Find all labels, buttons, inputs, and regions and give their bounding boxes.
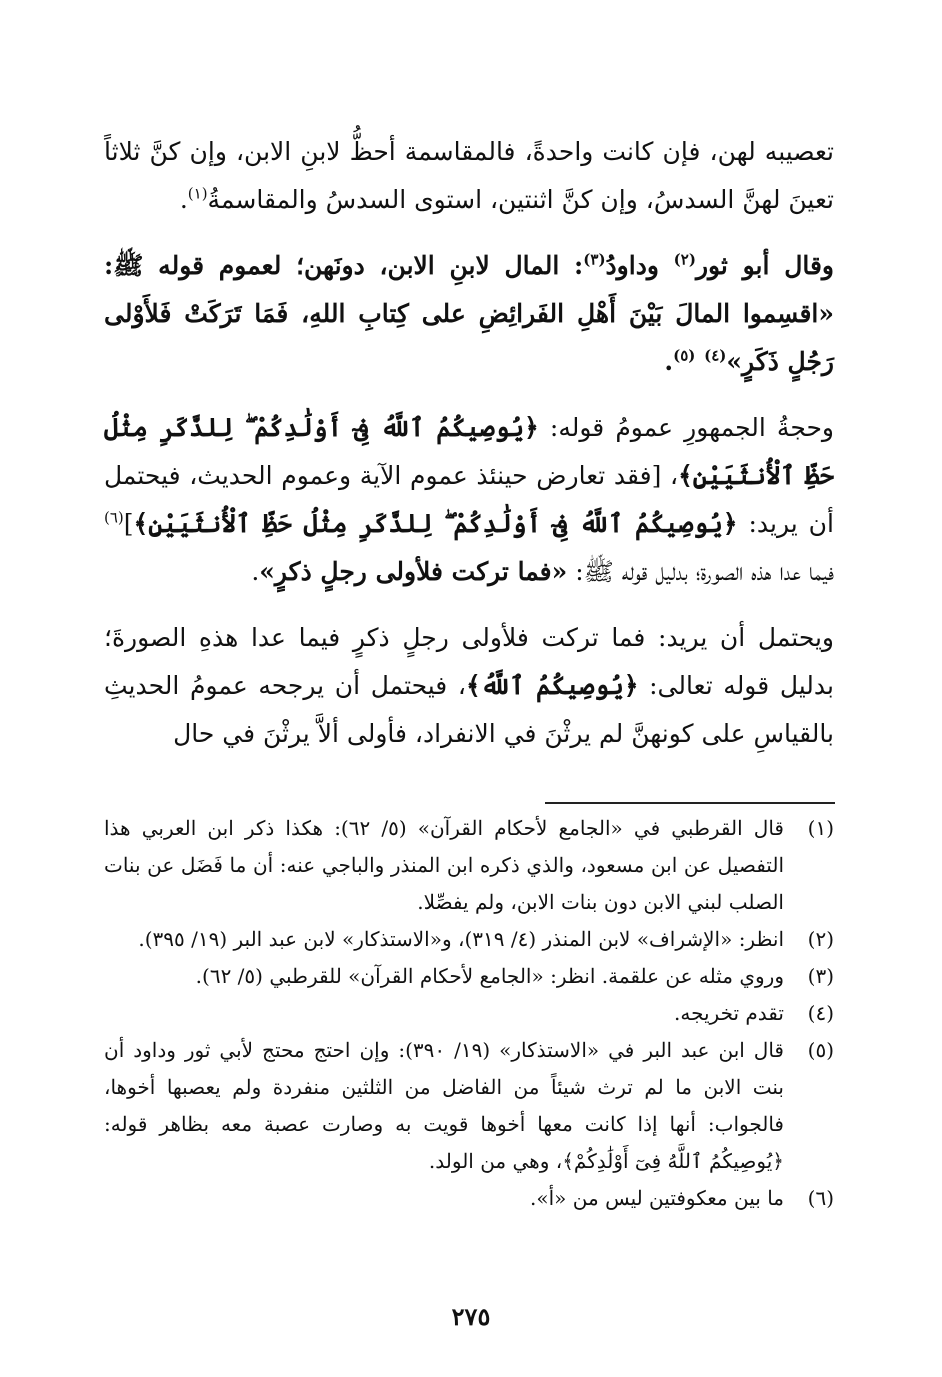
footnote-text: قال ابن عبد البر في «الاستذكار» (١٩/ ٣٩٠): وإن احتج محتج لأبي ثور وداود أن بنت الابن ما لم ترث شيئاً من الفاضل من الثلثين منفردة ولم يعصبها أخوها، فالجواب: أنها إذا كانت معها أخوها قويت به وصارت عصبة معه بظاهر قوله: ﴿يُوصِيكُمُ ٱللَّهُ فِىٓ أَوْلَٰدِكُمْ﴾، وهي من الولد.	[104, 1038, 784, 1173]
paragraph-2-text-a: وقال أبو ثور	[695, 251, 834, 280]
paragraph-3-text-b: ، [فقد تعارض حينئذ عموم الآية وعموم الحديث، فيحتمل أن يريد:	[104, 461, 834, 538]
paragraph-4-text-a: ويحتمل أن يريد: فما تركت فلأولى رجلٍ ذكرٍ فيما عدا هذهِ الصورةَ؛ بدليل قوله تعالى:	[104, 623, 834, 700]
footnote-text: وروي مثله عن علقمة. انظر: «الجامع لأحكام القرآن» للقرطبي (٥/ ٦٢).	[195, 964, 784, 988]
paragraph-2	[104, 242, 834, 386]
footnote-number: (٤)	[807, 1001, 834, 1025]
footnote-ref-3: (٣)	[583, 250, 606, 269]
footnote-number: (١)	[807, 816, 834, 840]
period: .	[664, 347, 674, 376]
footnote-number: (٢)	[807, 927, 834, 951]
footnote-number: (٦)	[807, 1186, 834, 1210]
paragraph-4	[104, 614, 834, 758]
footnote	[104, 1032, 834, 1180]
footnote-text: تقدم تخريجه.	[674, 1001, 784, 1025]
footnote	[104, 995, 834, 1032]
footnote	[104, 921, 834, 958]
page-number: ٢٧٥	[451, 1302, 491, 1331]
footnote-text: ما بين معكوفتين ليس من «أ».	[530, 1186, 784, 1210]
footnote-ref-2: (٢)	[673, 250, 696, 269]
footnote-number: (٥)	[807, 1038, 834, 1062]
paragraph-3	[104, 404, 834, 596]
paragraph-3-text-a: وحجةُ الجمهورِ عمومُ قوله:	[538, 413, 835, 442]
footnote-ref-1: (١)	[187, 184, 208, 203]
footnote-ref-4: (٤)	[704, 346, 727, 365]
footnote-ref-6: (٦)	[104, 508, 124, 527]
paragraph-2-text-b: وداودُ	[605, 251, 674, 280]
footnote-number: (٣)	[807, 964, 834, 988]
quran-verse-3: ﴿يُوصِيكُمُ ٱللَّهُ﴾	[465, 671, 639, 700]
footnote	[104, 1180, 834, 1217]
main-text	[104, 128, 834, 776]
footnote-text: انظر: «الإشراف» لابن المنذر (٤/ ٣١٩)، و«الاستذكار» لابن عبد البر (١٩/ ٣٩٥).	[138, 927, 784, 951]
footnotes	[104, 810, 834, 1217]
hadith-quote-short: «فما تركت فلأولى رجلٍ ذكرٍ»	[259, 557, 568, 586]
footnote-ref-5: (٥)	[673, 346, 696, 365]
paragraph-1	[104, 128, 834, 224]
hadith-quote: «اقسِموا المالَ بَيْنَ أَهْلِ الفَرائِضِ على كِتابِ اللهِ، فَمَا تَرَكَتْ فَلأَوْلى رَجُلٍ ذَكَرٍ»	[104, 299, 834, 376]
footnote	[104, 958, 834, 995]
quran-verse-2: ﴿يُوصِيكُمُ ٱللَّهُ فِىٓ أَوْلَٰدِكُمْ ۖ لِلذَّكَرِ مِثْلُ حَظِّ ٱلْأُنثَيَيْنِ﴾	[133, 509, 738, 538]
footnote-text: قال القرطبي في «الجامع لأحكام القرآن» (٥/ ٦٢): هكذا ذكر ابن العربي هذا التفصيل عن ابن مسعود، والذي ذكره ابن المنذر والباجي عنه: أن ما فَضَل عن بنات الصلب لبني الابن دون بنات الابن، ولم يفصِّلا.	[104, 816, 784, 914]
footnote	[104, 810, 834, 921]
paragraph-3-text-d: فيما عدا هذه الصورة؛ بدليل قوله ﷺ:	[567, 557, 834, 586]
paragraph-1-text: تعصيبه لهن، فإن كانت واحدةً، فالمقاسمة أحظُّ لابنِ الابن، وإن كنَّ ثلاثاً تعينَ لهنَّ السدسُ، وإن كنَّ اثنتين، استوى السدسُ والمقاسمةُ	[104, 137, 834, 214]
paragraph-2-text-c: : المال لابنِ الابن، دونَهن؛ لعموم قوله ﷺ:	[104, 251, 584, 280]
quran-verse-1: ﴿يُوصِيكُمُ ٱللَّهُ فِىٓ أَوْلَٰدِكُمْ ۖ لِلذَّكَرِ مِثْلُ حَظِّ ٱلْأُنثَيَيْنِ﴾	[104, 413, 834, 490]
bracket-close: ]	[123, 509, 134, 538]
footnote-divider	[545, 802, 835, 804]
period: .	[251, 557, 260, 586]
paragraph-4-text-b: ، فيحتمل أن يرجحه عمومُ الحديثِ بالقياسِ على كونهنَّ لم يرثْنَ في الانفراد، فأولى ألاَّ يرثْنَ في حال	[104, 671, 834, 748]
period: .	[179, 185, 188, 214]
